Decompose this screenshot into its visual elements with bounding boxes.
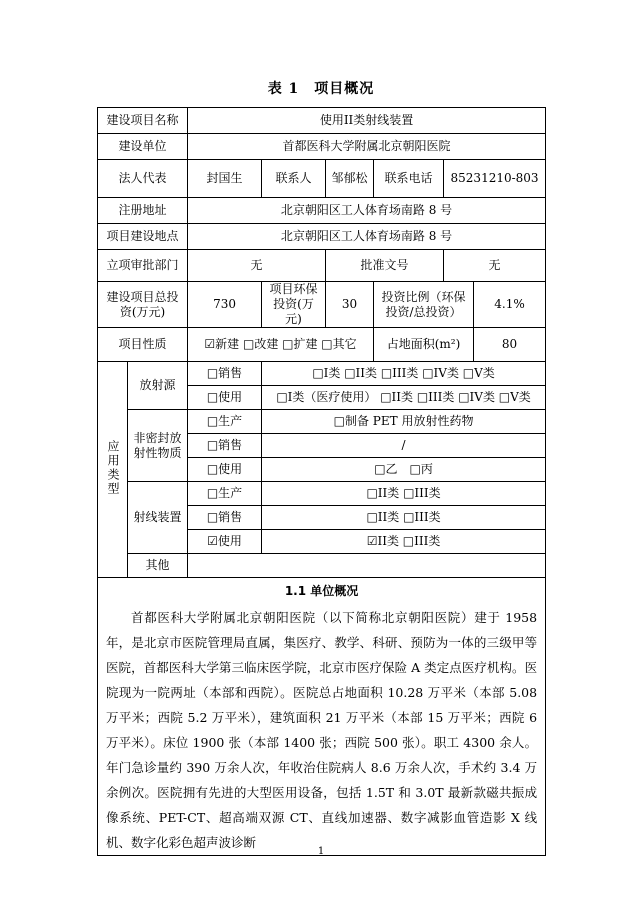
approval-no-label: 批准文号 bbox=[326, 250, 444, 282]
ray-sale-classes: □II类 □III类 bbox=[262, 506, 546, 530]
reg-address-label: 注册地址 bbox=[98, 198, 188, 224]
ray-device-label: 射线装置 bbox=[128, 482, 188, 554]
invest-ratio-value: 4.1% bbox=[474, 282, 546, 328]
section-paragraph: 首都医科大学附属北京朝阳医院（以下简称北京朝阳医院）建于 1958 年，是北京市医院管理局直属，集医疗、教学、科研、预防为一体的三级甲等医院，首都医科大学第三临床医学院，北京市医疗保险 A 类定点医疗机构。医院现为一院两址（本部和西院）。医院总占地面积 10.28 万平米（本部 5.08 万平米；西院 5.2 万平米），建筑面积 21 万平米（本部 15 万平米；西院 6 万平米）。床位 1900 张（本部 1400 张；西院 500 张）。职工 4300 余人。年门急诊量约 390 万余人次，年收治住院病人 8.6 万余人次，手术约 3.4 万余例次。医院拥有先进的大型医用设备，包括 1.5T 和 3.0T 最新款磁共振成像系统、PET-CT、超高端双源 CT、直线加速器、数字减影血管造影 X 线机、数字化彩色超声波诊断 bbox=[106, 610, 538, 850]
invest-ratio-label: 投资比例（环保投资/总投资） bbox=[374, 282, 474, 328]
rs-sale-classes: □I类 □II类 □III类 □IV类 □V类 bbox=[262, 362, 546, 386]
rs-use-option: □使用 bbox=[188, 386, 262, 410]
un-sale-value: / bbox=[262, 434, 546, 458]
approval-dept-label: 立项审批部门 bbox=[98, 250, 188, 282]
unsealed-label: 非密封放射性物质 bbox=[128, 410, 188, 482]
radio-source-label: 放射源 bbox=[128, 362, 188, 410]
contact-label: 联系人 bbox=[262, 160, 326, 198]
table-title: 表 1 项目概况 bbox=[267, 81, 375, 97]
approval-no-value: 无 bbox=[444, 250, 546, 282]
ray-use-classes: ☑II类 □III类 bbox=[262, 530, 546, 554]
invest-total-label: 建设项目总投资(万元) bbox=[98, 282, 188, 328]
contact-value: 邹郁松 bbox=[326, 160, 374, 198]
legal-label: 法人代表 bbox=[98, 160, 188, 198]
un-prod-value: □制备 PET 用放射性药物 bbox=[262, 410, 546, 434]
other-label: 其他 bbox=[128, 554, 188, 578]
reg-address-value: 北京朝阳区工人体育场南路 8 号 bbox=[188, 198, 546, 224]
page-number: 1 bbox=[317, 846, 325, 857]
ray-sale-option: □销售 bbox=[188, 506, 262, 530]
project-name-value: 使用II类射线装置 bbox=[188, 108, 546, 134]
ray-prod-option: □生产 bbox=[188, 482, 262, 506]
ray-use-option: ☑使用 bbox=[188, 530, 262, 554]
nature-value: ☑新建 □改建 □扩建 □其它 bbox=[188, 328, 374, 362]
rs-use-classes: □I类（医疗使用） □II类 □III类 □IV类 □V类 bbox=[262, 386, 546, 410]
project-overview-table bbox=[97, 107, 546, 856]
area-value: 80 bbox=[474, 328, 546, 362]
phone-value: 85231210-803 bbox=[444, 160, 546, 198]
un-sale-option: □销售 bbox=[188, 434, 262, 458]
invest-env-label: 项目环保投资(万元) bbox=[262, 282, 326, 328]
unit-overview-section bbox=[98, 578, 546, 856]
phone-label: 联系电话 bbox=[374, 160, 444, 198]
unit-label: 建设单位 bbox=[98, 134, 188, 160]
invest-total-value: 730 bbox=[188, 282, 262, 328]
section-heading: 1.1 单位概况 bbox=[284, 584, 359, 598]
area-label: 占地面积(m²) bbox=[374, 328, 474, 362]
other-value bbox=[188, 554, 546, 578]
apply-type-label: 应用类型 bbox=[98, 362, 128, 578]
legal-value: 封国生 bbox=[188, 160, 262, 198]
ray-prod-classes: □II类 □III类 bbox=[262, 482, 546, 506]
unit-value: 首都医科大学附属北京朝阳医院 bbox=[188, 134, 546, 160]
un-prod-option: □生产 bbox=[188, 410, 262, 434]
approval-dept-value: 无 bbox=[188, 250, 326, 282]
un-use-option: □使用 bbox=[188, 458, 262, 482]
site-label: 项目建设地点 bbox=[98, 224, 188, 250]
invest-env-value: 30 bbox=[326, 282, 374, 328]
rs-sale-option: □销售 bbox=[188, 362, 262, 386]
nature-label: 项目性质 bbox=[98, 328, 188, 362]
un-use-value: □乙 □丙 bbox=[262, 458, 546, 482]
project-name-label: 建设项目名称 bbox=[98, 108, 188, 134]
site-value: 北京朝阳区工人体育场南路 8 号 bbox=[188, 224, 546, 250]
